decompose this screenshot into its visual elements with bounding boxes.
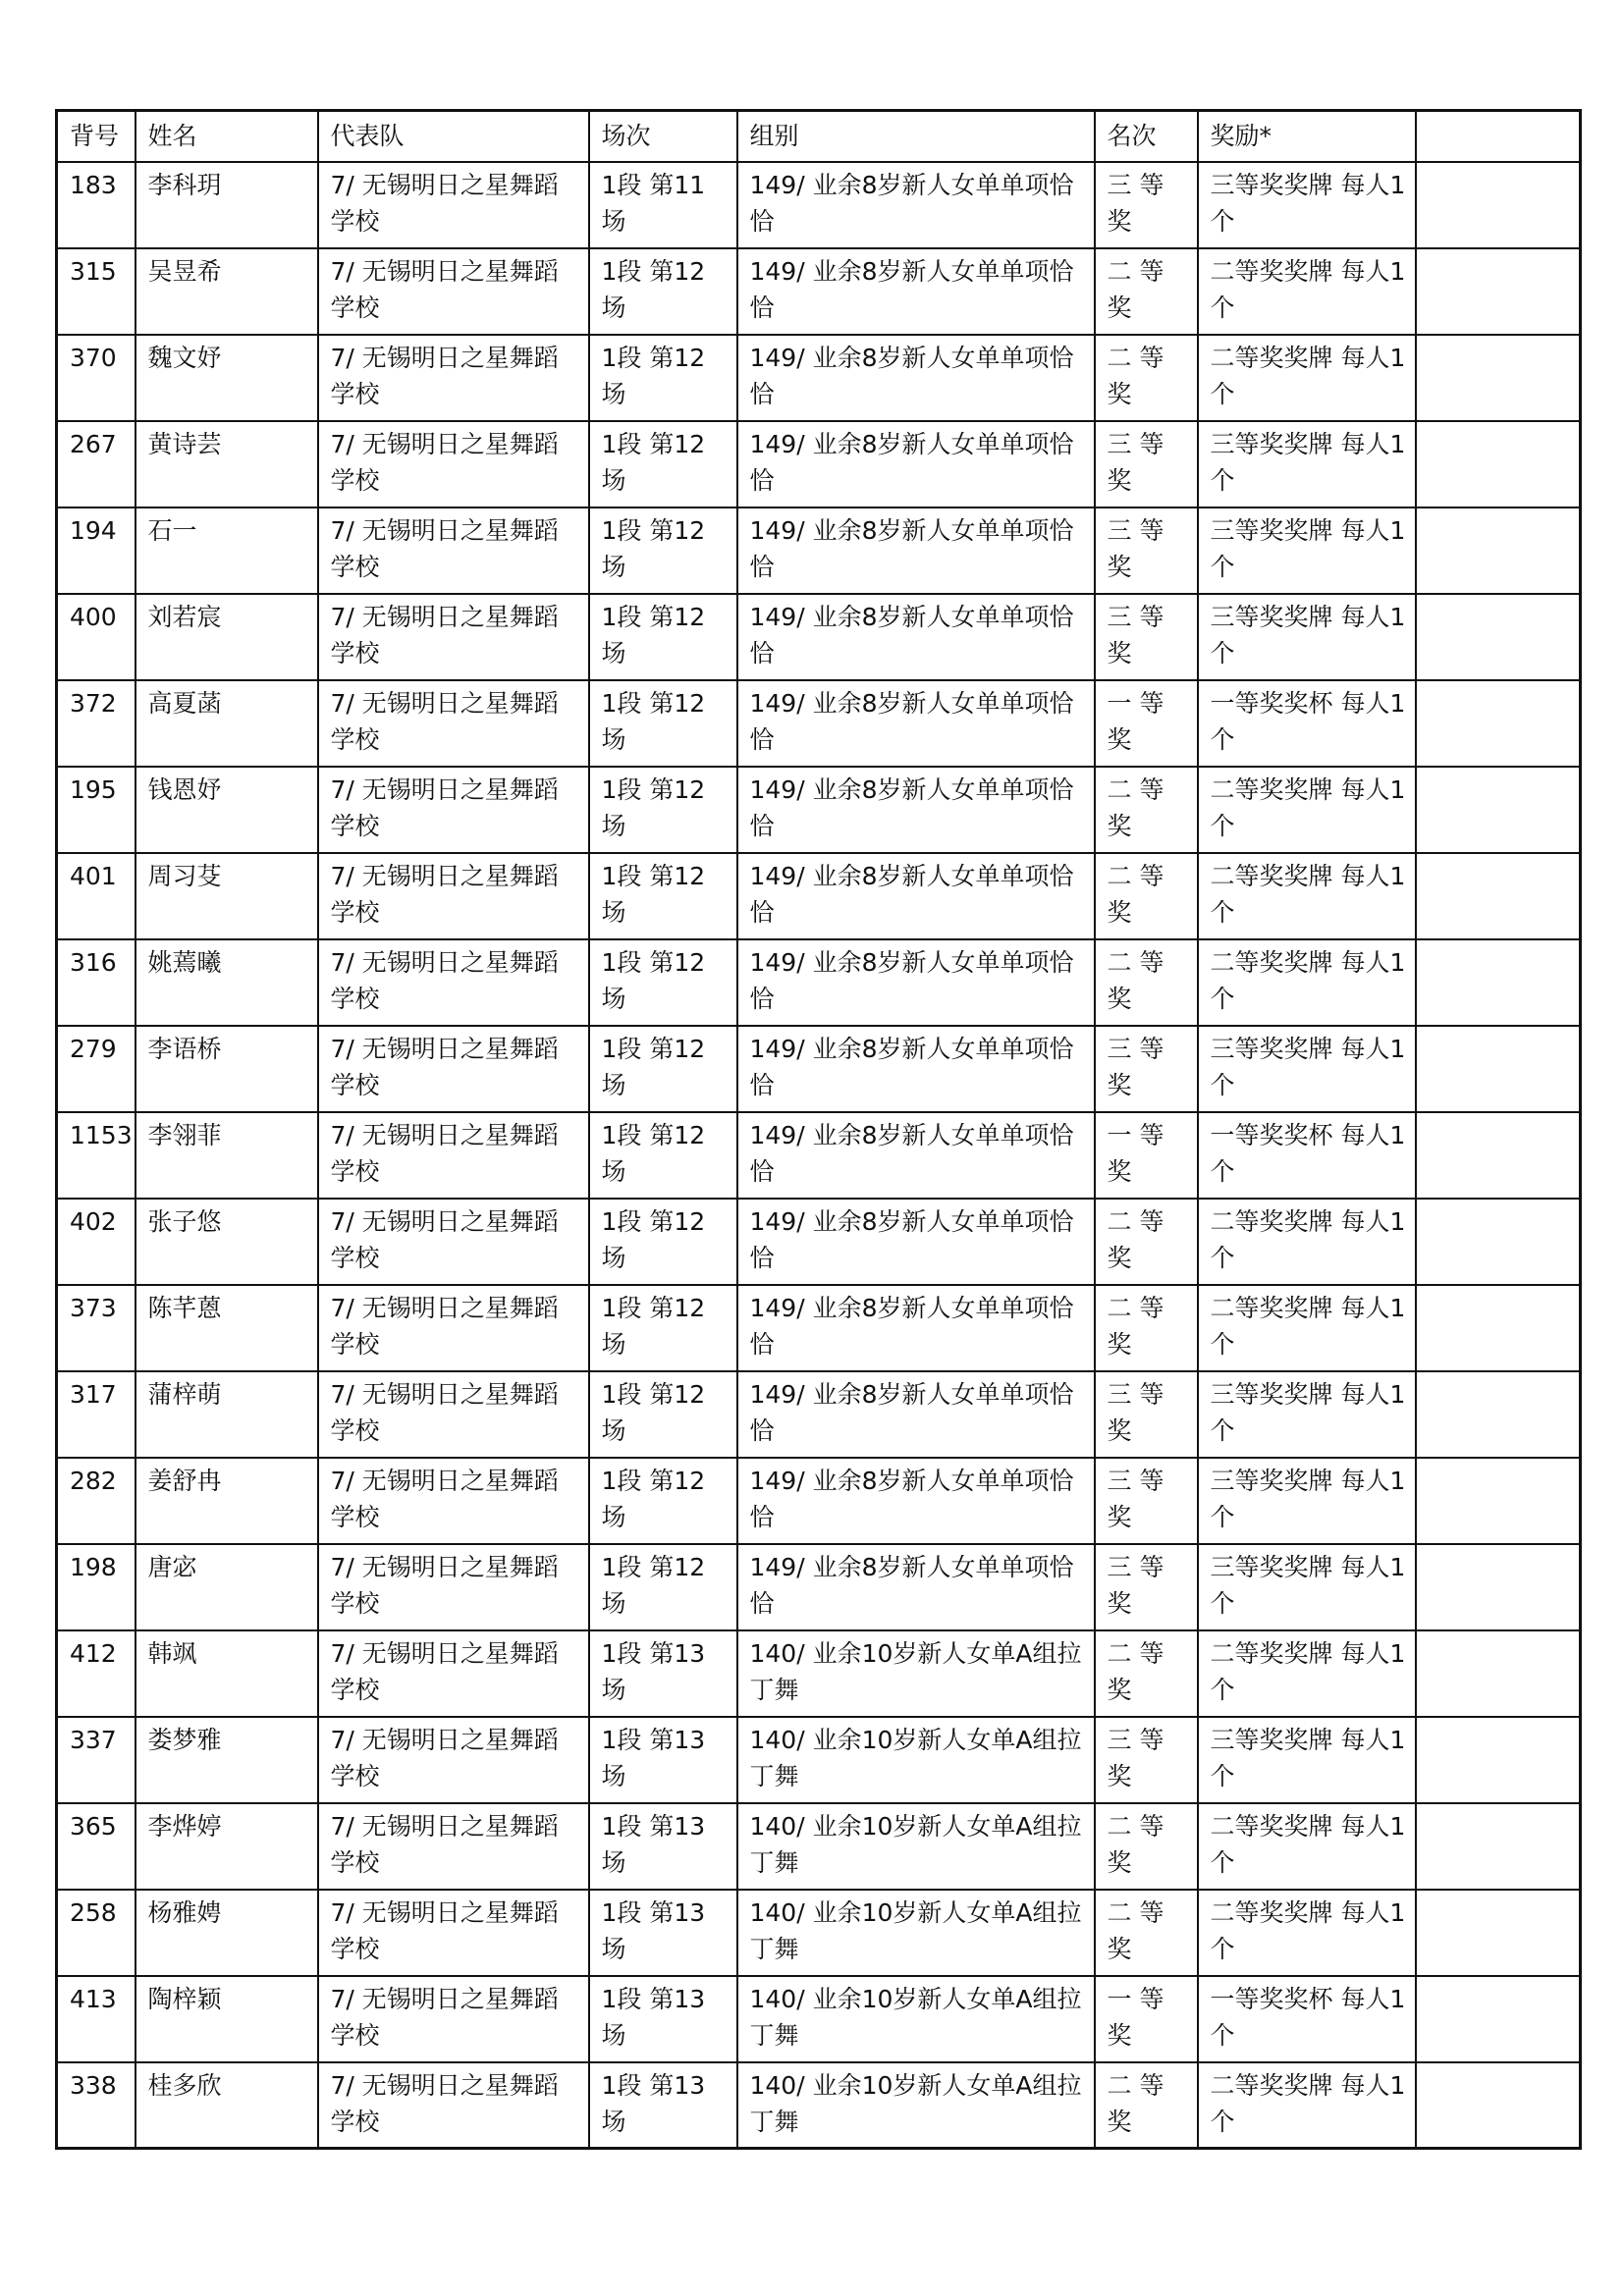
team-cell: 7/ 无锡明日之星舞蹈学校 (318, 939, 589, 1026)
name-cell: 李翎菲 (135, 1112, 318, 1199)
rank-cell: 三 等 奖 (1095, 1544, 1198, 1630)
extra-cell (1416, 162, 1581, 248)
award-cell: 三等奖奖牌 每人1个 (1198, 1458, 1416, 1544)
number-cell: 401 (57, 853, 135, 939)
number-cell: 183 (57, 162, 135, 248)
session-cell: 1段 第12场 (589, 1371, 737, 1458)
session-cell: 1段 第12场 (589, 335, 737, 421)
extra-cell (1416, 1285, 1581, 1371)
group-cell: 149/ 业余8岁新人女单单项恰恰 (737, 421, 1095, 507)
award-cell: 三等奖奖牌 每人1个 (1198, 594, 1416, 680)
table-row (57, 594, 1581, 680)
award-cell: 一等奖奖杯 每人1个 (1198, 680, 1416, 767)
results-table (55, 109, 1582, 2150)
group-cell: 149/ 业余8岁新人女单单项恰恰 (737, 1112, 1095, 1199)
column-header-extra (1416, 111, 1581, 162)
rank-cell: 二 等 奖 (1095, 1890, 1198, 1976)
rank-cell: 二 等 奖 (1095, 767, 1198, 853)
group-cell: 140/ 业余10岁新人女单A组拉丁舞 (737, 1890, 1095, 1976)
rank-cell: 二 等 奖 (1095, 853, 1198, 939)
session-cell: 1段 第12场 (589, 1285, 737, 1371)
session-cell: 1段 第12场 (589, 1544, 737, 1630)
award-cell: 二等奖奖牌 每人1个 (1198, 248, 1416, 335)
award-cell: 三等奖奖牌 每人1个 (1198, 421, 1416, 507)
group-cell: 140/ 业余10岁新人女单A组拉丁舞 (737, 1717, 1095, 1803)
results-page (55, 109, 1579, 2150)
table-row (57, 939, 1581, 1026)
group-cell: 149/ 业余8岁新人女单单项恰恰 (737, 1544, 1095, 1630)
rank-cell: 三 等 奖 (1095, 1371, 1198, 1458)
team-cell: 7/ 无锡明日之星舞蹈学校 (318, 1976, 589, 2062)
number-cell: 282 (57, 1458, 135, 1544)
session-cell: 1段 第13场 (589, 1630, 737, 1717)
number-cell: 337 (57, 1717, 135, 1803)
extra-cell (1416, 853, 1581, 939)
group-cell: 149/ 业余8岁新人女单单项恰恰 (737, 680, 1095, 767)
name-cell: 李语桥 (135, 1026, 318, 1112)
session-cell: 1段 第12场 (589, 1458, 737, 1544)
award-cell: 二等奖奖牌 每人1个 (1198, 1630, 1416, 1717)
name-cell: 蒲梓萌 (135, 1371, 318, 1458)
award-cell: 二等奖奖牌 每人1个 (1198, 767, 1416, 853)
extra-cell (1416, 767, 1581, 853)
extra-cell (1416, 2062, 1581, 2149)
group-cell: 149/ 业余8岁新人女单单项恰恰 (737, 162, 1095, 248)
session-cell: 1段 第12场 (589, 507, 737, 594)
number-cell: 198 (57, 1544, 135, 1630)
group-cell: 140/ 业余10岁新人女单A组拉丁舞 (737, 1630, 1095, 1717)
session-cell: 1段 第13场 (589, 1803, 737, 1890)
extra-cell (1416, 1630, 1581, 1717)
award-cell: 二等奖奖牌 每人1个 (1198, 853, 1416, 939)
table-row (57, 1717, 1581, 1803)
name-cell: 桂多欣 (135, 2062, 318, 2149)
name-cell: 李烨婷 (135, 1803, 318, 1890)
extra-cell (1416, 1544, 1581, 1630)
award-cell: 二等奖奖牌 每人1个 (1198, 1285, 1416, 1371)
table-row (57, 1199, 1581, 1285)
session-cell: 1段 第11场 (589, 162, 737, 248)
column-header-session: 场次 (589, 111, 737, 162)
number-cell: 338 (57, 2062, 135, 2149)
team-cell: 7/ 无锡明日之星舞蹈学校 (318, 1371, 589, 1458)
award-cell: 二等奖奖牌 每人1个 (1198, 1890, 1416, 1976)
extra-cell (1416, 335, 1581, 421)
extra-cell (1416, 507, 1581, 594)
session-cell: 1段 第12场 (589, 1112, 737, 1199)
group-cell: 149/ 业余8岁新人女单单项恰恰 (737, 1199, 1095, 1285)
team-cell: 7/ 无锡明日之星舞蹈学校 (318, 1285, 589, 1371)
number-cell: 316 (57, 939, 135, 1026)
team-cell: 7/ 无锡明日之星舞蹈学校 (318, 594, 589, 680)
group-cell: 149/ 业余8岁新人女单单项恰恰 (737, 248, 1095, 335)
team-cell: 7/ 无锡明日之星舞蹈学校 (318, 1026, 589, 1112)
team-cell: 7/ 无锡明日之星舞蹈学校 (318, 680, 589, 767)
extra-cell (1416, 421, 1581, 507)
rank-cell: 三 等 奖 (1095, 594, 1198, 680)
session-cell: 1段 第12场 (589, 248, 737, 335)
extra-cell (1416, 1803, 1581, 1890)
table-row (57, 1544, 1581, 1630)
group-cell: 149/ 业余8岁新人女单单项恰恰 (737, 1371, 1095, 1458)
name-cell: 石一 (135, 507, 318, 594)
table-row (57, 1890, 1581, 1976)
team-cell: 7/ 无锡明日之星舞蹈学校 (318, 1544, 589, 1630)
table-header (57, 111, 1581, 162)
session-cell: 1段 第13场 (589, 2062, 737, 2149)
name-cell: 杨雅娉 (135, 1890, 318, 1976)
table-row (57, 1803, 1581, 1890)
header-row (57, 111, 1581, 162)
table-body (57, 162, 1581, 2149)
group-cell: 149/ 业余8岁新人女单单项恰恰 (737, 507, 1095, 594)
rank-cell: 二 等 奖 (1095, 248, 1198, 335)
team-cell: 7/ 无锡明日之星舞蹈学校 (318, 1199, 589, 1285)
name-cell: 姜舒冉 (135, 1458, 318, 1544)
table-row (57, 1285, 1581, 1371)
group-cell: 140/ 业余10岁新人女单A组拉丁舞 (737, 2062, 1095, 2149)
table-row (57, 680, 1581, 767)
team-cell: 7/ 无锡明日之星舞蹈学校 (318, 421, 589, 507)
group-cell: 149/ 业余8岁新人女单单项恰恰 (737, 767, 1095, 853)
column-header-rank: 名次 (1095, 111, 1198, 162)
table-row (57, 421, 1581, 507)
number-cell: 370 (57, 335, 135, 421)
group-cell: 149/ 业余8岁新人女单单项恰恰 (737, 1026, 1095, 1112)
number-cell: 279 (57, 1026, 135, 1112)
rank-cell: 二 等 奖 (1095, 1199, 1198, 1285)
name-cell: 高夏菡 (135, 680, 318, 767)
extra-cell (1416, 1371, 1581, 1458)
number-cell: 413 (57, 1976, 135, 2062)
number-cell: 315 (57, 248, 135, 335)
group-cell: 149/ 业余8岁新人女单单项恰恰 (737, 594, 1095, 680)
number-cell: 195 (57, 767, 135, 853)
name-cell: 李科玥 (135, 162, 318, 248)
name-cell: 娄梦雅 (135, 1717, 318, 1803)
column-header-group: 组别 (737, 111, 1095, 162)
session-cell: 1段 第12场 (589, 1026, 737, 1112)
group-cell: 149/ 业余8岁新人女单单项恰恰 (737, 1458, 1095, 1544)
number-cell: 258 (57, 1890, 135, 1976)
table-row (57, 1112, 1581, 1199)
rank-cell: 三 等 奖 (1095, 162, 1198, 248)
rank-cell: 一 等 奖 (1095, 1976, 1198, 2062)
group-cell: 149/ 业余8岁新人女单单项恰恰 (737, 939, 1095, 1026)
table-row (57, 853, 1581, 939)
number-cell: 402 (57, 1199, 135, 1285)
number-cell: 267 (57, 421, 135, 507)
extra-cell (1416, 1026, 1581, 1112)
award-cell: 二等奖奖牌 每人1个 (1198, 1803, 1416, 1890)
group-cell: 140/ 业余10岁新人女单A组拉丁舞 (737, 1803, 1095, 1890)
award-cell: 二等奖奖牌 每人1个 (1198, 939, 1416, 1026)
number-cell: 373 (57, 1285, 135, 1371)
team-cell: 7/ 无锡明日之星舞蹈学校 (318, 853, 589, 939)
name-cell: 钱恩妤 (135, 767, 318, 853)
extra-cell (1416, 1458, 1581, 1544)
team-cell: 7/ 无锡明日之星舞蹈学校 (318, 162, 589, 248)
award-cell: 三等奖奖牌 每人1个 (1198, 1717, 1416, 1803)
table-row (57, 2062, 1581, 2149)
rank-cell: 二 等 奖 (1095, 1803, 1198, 1890)
rank-cell: 三 等 奖 (1095, 1026, 1198, 1112)
table-row (57, 1371, 1581, 1458)
name-cell: 唐宓 (135, 1544, 318, 1630)
team-cell: 7/ 无锡明日之星舞蹈学校 (318, 2062, 589, 2149)
award-cell: 三等奖奖牌 每人1个 (1198, 1544, 1416, 1630)
rank-cell: 三 等 奖 (1095, 1717, 1198, 1803)
session-cell: 1段 第12场 (589, 767, 737, 853)
award-cell: 二等奖奖牌 每人1个 (1198, 2062, 1416, 2149)
award-cell: 三等奖奖牌 每人1个 (1198, 1026, 1416, 1112)
group-cell: 140/ 业余10岁新人女单A组拉丁舞 (737, 1976, 1095, 2062)
number-cell: 400 (57, 594, 135, 680)
session-cell: 1段 第12场 (589, 594, 737, 680)
table-row (57, 1026, 1581, 1112)
session-cell: 1段 第13场 (589, 1717, 737, 1803)
award-cell: 二等奖奖牌 每人1个 (1198, 335, 1416, 421)
extra-cell (1416, 1199, 1581, 1285)
award-cell: 二等奖奖牌 每人1个 (1198, 1199, 1416, 1285)
session-cell: 1段 第13场 (589, 1976, 737, 2062)
extra-cell (1416, 939, 1581, 1026)
name-cell: 姚蔫曦 (135, 939, 318, 1026)
number-cell: 365 (57, 1803, 135, 1890)
team-cell: 7/ 无锡明日之星舞蹈学校 (318, 1458, 589, 1544)
extra-cell (1416, 1976, 1581, 2062)
table-row (57, 335, 1581, 421)
table-row (57, 507, 1581, 594)
team-cell: 7/ 无锡明日之星舞蹈学校 (318, 1890, 589, 1976)
session-cell: 1段 第12场 (589, 680, 737, 767)
name-cell: 张子悠 (135, 1199, 318, 1285)
award-cell: 三等奖奖牌 每人1个 (1198, 507, 1416, 594)
column-header-name: 姓名 (135, 111, 318, 162)
session-cell: 1段 第13场 (589, 1890, 737, 1976)
award-cell: 三等奖奖牌 每人1个 (1198, 162, 1416, 248)
name-cell: 魏文妤 (135, 335, 318, 421)
rank-cell: 二 等 奖 (1095, 1285, 1198, 1371)
extra-cell (1416, 1112, 1581, 1199)
name-cell: 韩飒 (135, 1630, 318, 1717)
session-cell: 1段 第12场 (589, 939, 737, 1026)
table-row (57, 162, 1581, 248)
name-cell: 黄诗芸 (135, 421, 318, 507)
number-cell: 194 (57, 507, 135, 594)
rank-cell: 二 等 奖 (1095, 939, 1198, 1026)
table-row (57, 1630, 1581, 1717)
name-cell: 陈芊蒽 (135, 1285, 318, 1371)
table-row (57, 1458, 1581, 1544)
rank-cell: 三 等 奖 (1095, 421, 1198, 507)
award-cell: 三等奖奖牌 每人1个 (1198, 1371, 1416, 1458)
rank-cell: 三 等 奖 (1095, 507, 1198, 594)
rank-cell: 一 等 奖 (1095, 1112, 1198, 1199)
session-cell: 1段 第12场 (589, 853, 737, 939)
number-cell: 317 (57, 1371, 135, 1458)
name-cell: 陶梓颖 (135, 1976, 318, 2062)
group-cell: 149/ 业余8岁新人女单单项恰恰 (737, 853, 1095, 939)
extra-cell (1416, 594, 1581, 680)
table-row (57, 1976, 1581, 2062)
group-cell: 149/ 业余8岁新人女单单项恰恰 (737, 335, 1095, 421)
rank-cell: 二 等 奖 (1095, 1630, 1198, 1717)
team-cell: 7/ 无锡明日之星舞蹈学校 (318, 1112, 589, 1199)
extra-cell (1416, 680, 1581, 767)
extra-cell (1416, 248, 1581, 335)
number-cell: 372 (57, 680, 135, 767)
group-cell: 149/ 业余8岁新人女单单项恰恰 (737, 1285, 1095, 1371)
number-cell: 1153 (57, 1112, 135, 1199)
column-header-number: 背号 (57, 111, 135, 162)
rank-cell: 二 等 奖 (1095, 2062, 1198, 2149)
award-cell: 一等奖奖杯 每人1个 (1198, 1976, 1416, 2062)
extra-cell (1416, 1717, 1581, 1803)
table-row (57, 767, 1581, 853)
name-cell: 吴昱希 (135, 248, 318, 335)
column-header-award: 奖励* (1198, 111, 1416, 162)
team-cell: 7/ 无锡明日之星舞蹈学校 (318, 335, 589, 421)
extra-cell (1416, 1890, 1581, 1976)
name-cell: 刘若宸 (135, 594, 318, 680)
table-row (57, 248, 1581, 335)
rank-cell: 三 等 奖 (1095, 1458, 1198, 1544)
team-cell: 7/ 无锡明日之星舞蹈学校 (318, 1803, 589, 1890)
team-cell: 7/ 无锡明日之星舞蹈学校 (318, 507, 589, 594)
session-cell: 1段 第12场 (589, 421, 737, 507)
rank-cell: 二 等 奖 (1095, 335, 1198, 421)
team-cell: 7/ 无锡明日之星舞蹈学校 (318, 1717, 589, 1803)
name-cell: 周习芟 (135, 853, 318, 939)
award-cell: 一等奖奖杯 每人1个 (1198, 1112, 1416, 1199)
team-cell: 7/ 无锡明日之星舞蹈学校 (318, 248, 589, 335)
team-cell: 7/ 无锡明日之星舞蹈学校 (318, 1630, 589, 1717)
column-header-team: 代表队 (318, 111, 589, 162)
session-cell: 1段 第12场 (589, 1199, 737, 1285)
number-cell: 412 (57, 1630, 135, 1717)
rank-cell: 一 等 奖 (1095, 680, 1198, 767)
team-cell: 7/ 无锡明日之星舞蹈学校 (318, 767, 589, 853)
